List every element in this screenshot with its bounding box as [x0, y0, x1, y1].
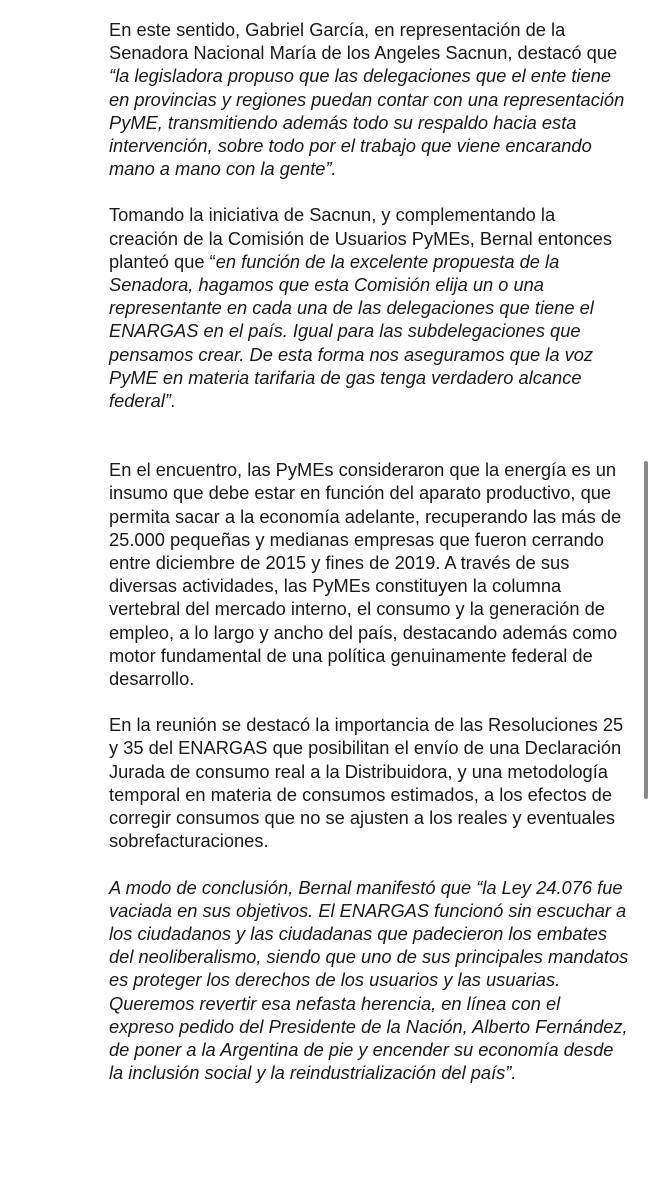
paragraph-conclusion: [109, 876, 629, 1085]
paragraph-encuentro: En el encuentro, las PyMEs consideraron que la energía es un insumo que debe estar en función del aparato productivo, que permita sacar a la economía adelante, recuperando las más de 25.000 pequeñas y medianas empresas que fueron cerrando entre diciembre de 2015 y fines de 2019. A través de sus diversas actividades, las PyMEs constituyen la columna vertebral del mercado interno, el consumo y la generación de empleo, a lo largo y ancho del país, destacando además como motor fundamental de una política genuinamente federal de desarrollo.: [109, 459, 622, 690]
paragraph-bernal-proposal: [109, 203, 629, 412]
paragraph-bernal-quote: en función de la excelente propuesta de la Senadora, hagamos que esta Comisión elija un o una representante en cada una de las delegaciones que tiene el ENARGAS en el país. Igual para las subdelegaciones que pensamos crear. De esta forma nos aseguramos que la voz PyME en materia tarifaria de gas tenga verdadero alcance federal”.: [109, 250, 594, 412]
vertical-scrollbar[interactable]: [644, 461, 648, 799]
paragraph-conclusion-text: A modo de conclusión, Bernal manifestó que “la Ley 24.076 fue vaciada en sus objetivos. El ENARGAS funcionó sin escuchar a los ciudadanos y las ciudadanas que padecieron los embates del neoliberalismo, siendo que uno de sus principales mandatos es proteger los derechos de los usuarios y las usuarias. Queremos revertir esa nefasta herencia, en línea con el expreso pedido del Presidente de la Nación, Alberto Fernández, de poner a la Argentina de pie y encender su economía desde la inclusión social y la reindustrialización del país”.: [109, 876, 629, 1084]
paragraph-bernal-lead: Tomando la iniciativa de Sacnun, y complementando la creación de la Comisión de Usuarios PyMEs, Bernal entonces planteó que “: [109, 204, 612, 272]
paragraph-garcia: [109, 18, 629, 180]
article-body: [109, 18, 629, 1107]
paragraph-garcia-quote: “la legisladora propuso que las delegaciones que el ente tiene en provincias y regiones puedan contar con una representación PyME, transmitiendo además todo su respaldo hacia esta intervención, sobre todo por el trabajo que viene encarando mano a mano con la gente”.: [109, 65, 625, 180]
paragraph-resoluciones: En la reunión se destacó la importancia de las Resoluciones 25 y 35 del ENARGAS que posibilitan el envío de una Declaración Jurada de consumo real a la Distribuidora, y una metodología temporal en materia de consumos estimados, a los efectos de corregir consumos que no se ajusten a los reales y eventuales sobrefacturaciones.: [109, 714, 624, 852]
paragraph-garcia-lead: En este sentido, Gabriel García, en representación de la Senadora Nacional María de los Angeles Sacnun, destacó que: [109, 19, 618, 64]
